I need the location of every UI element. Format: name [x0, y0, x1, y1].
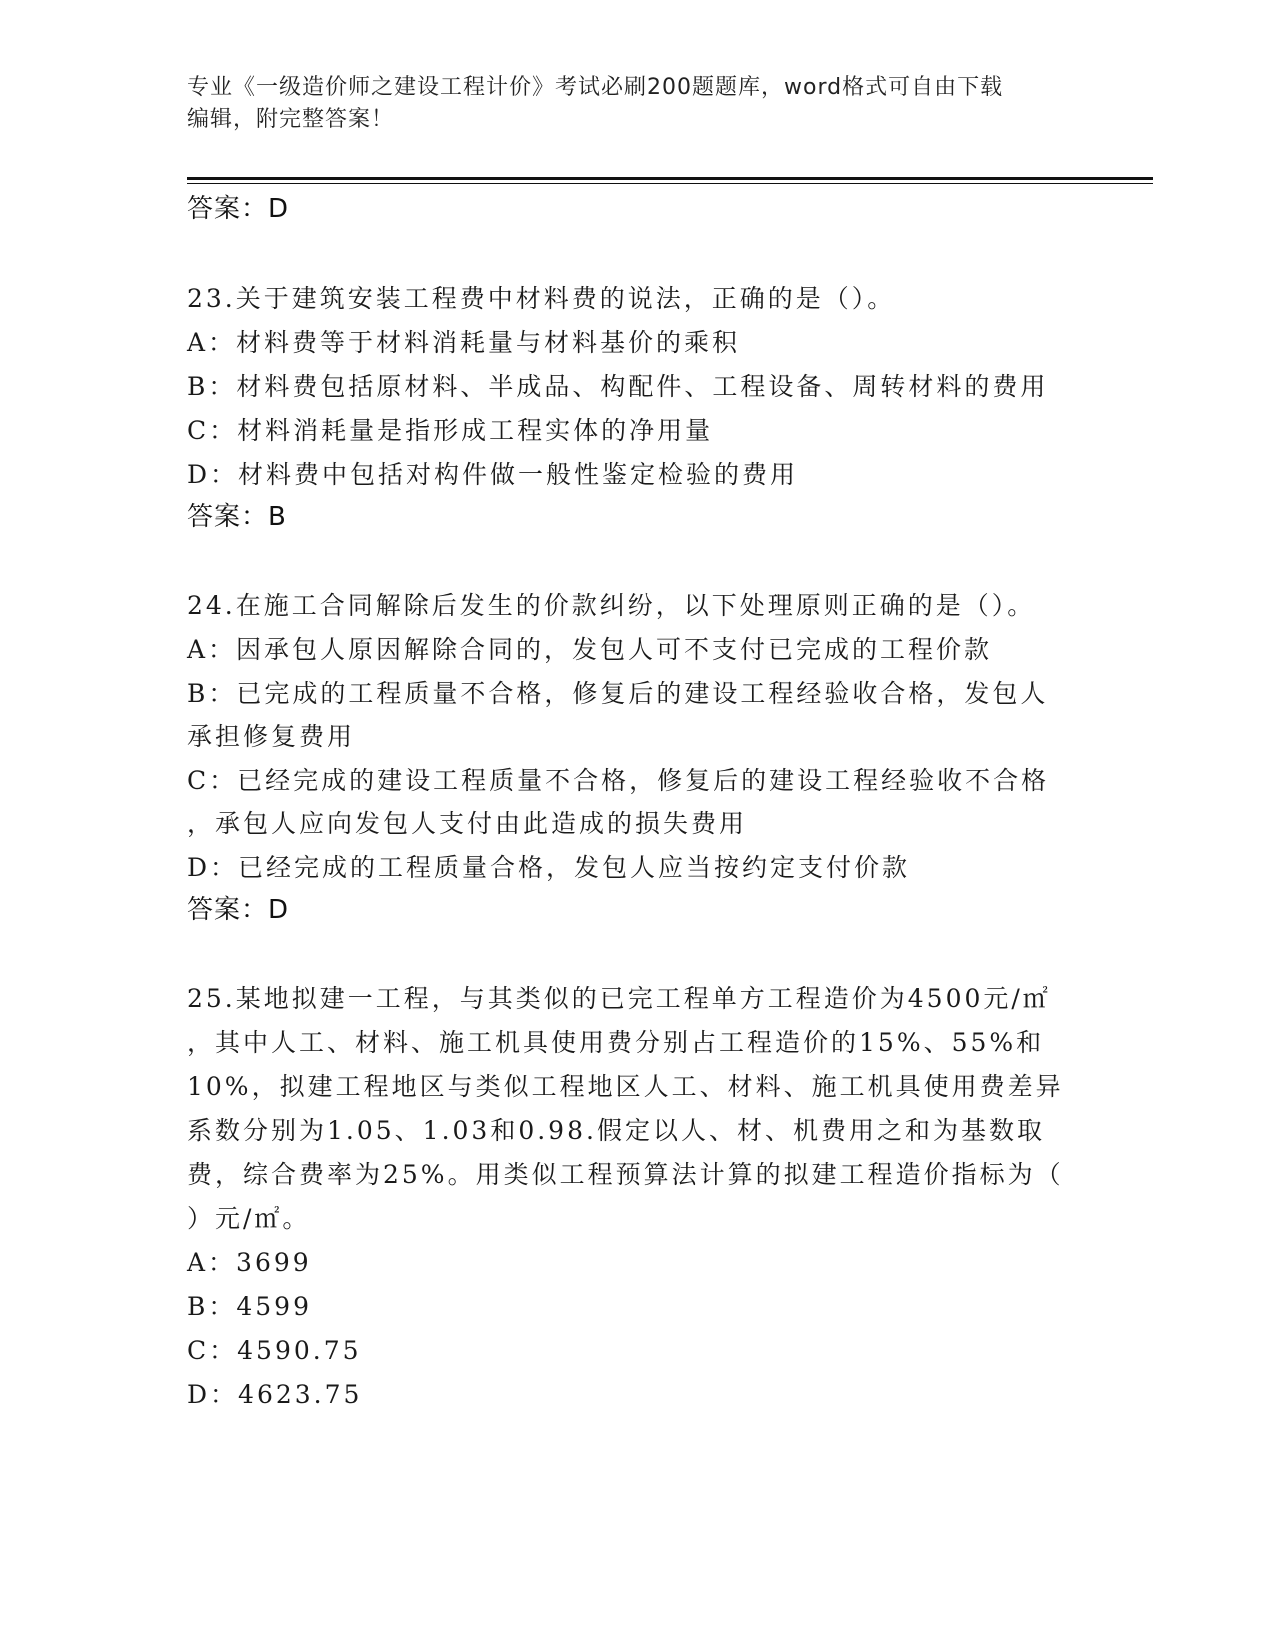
q24-option-d: D：已经完成的工程质量合格，发包人应当按约定支付价款: [187, 853, 911, 882]
q25-question-line-4: 系数分别为1.05、1.03和0.98.假定以人、材、机费用之和为基数取: [187, 1116, 1045, 1145]
q24-option-b-line-2: 承担修复费用: [187, 722, 356, 751]
q25-option-c: C：4590.75: [187, 1336, 362, 1365]
q24-option-c-line-1: C：已经完成的建设工程质量不合格，修复后的建设工程经验收不合格: [187, 766, 1050, 795]
q23-option-c: C：材料消耗量是指形成工程实体的净用量: [187, 416, 714, 445]
document-header: [187, 72, 1067, 136]
header-line-2: 编辑，附完整答案！: [187, 107, 395, 132]
q24-option-a: A：因承包人原因解除合同的，发包人可不支付已完成的工程价款: [187, 635, 993, 664]
q23-option-a: A：材料费等于材料消耗量与材料基价的乘积: [187, 328, 741, 357]
q24-answer: 答案：D: [187, 895, 290, 925]
q23-option-d: D：材料费中包括对构件做一般性鉴定检验的费用: [187, 460, 799, 489]
q25-question-line-6: ）元/㎡。: [187, 1204, 311, 1233]
header-divider-thick: [187, 177, 1153, 180]
q25-option-b: B：4599: [187, 1292, 312, 1321]
q24-option-b-line-1: B：已完成的工程质量不合格，修复后的建设工程经验收合格，发包人: [187, 679, 1049, 708]
q25-question-line-3: 10%，拟建工程地区与类似工程地区人工、材料、施工机具使用费差异: [187, 1072, 1064, 1101]
q25-question-line-2: ，其中人工、材料、施工机具使用费分别占工程造价的15%、55%和: [187, 1028, 1045, 1057]
q25-option-a: A：3699: [187, 1248, 312, 1277]
q24-option-c-line-2: ，承包人应向发包人支付由此造成的损失费用: [187, 809, 748, 838]
q25-question-line-1: 25.某地拟建一工程，与其类似的已完工程单方工程造价为4500元/㎡: [187, 984, 1051, 1013]
answer-prev: 答案：D: [187, 194, 290, 224]
q23-answer: 答案：B: [187, 502, 287, 532]
q24-question: 24.在施工合同解除后发生的价款纠纷，以下处理原则正确的是（）。: [187, 591, 1036, 620]
header-divider-thin: [187, 183, 1153, 184]
q25-question-line-5: 费，综合费率为25%。用类似工程预算法计算的拟建工程造价指标为（: [187, 1160, 1064, 1189]
header-line-1: 专业《一级造价师之建设工程计价》考试必刷200题题库，word格式可自由下载: [187, 75, 1004, 100]
q25-option-d: D：4623.75: [187, 1380, 363, 1409]
q23-question: 23.关于建筑安装工程费中材料费的说法，正确的是（）。: [187, 284, 896, 313]
q23-option-b: B：材料费包括原材料、半成品、构配件、工程设备、周转材料的费用: [187, 372, 1049, 401]
